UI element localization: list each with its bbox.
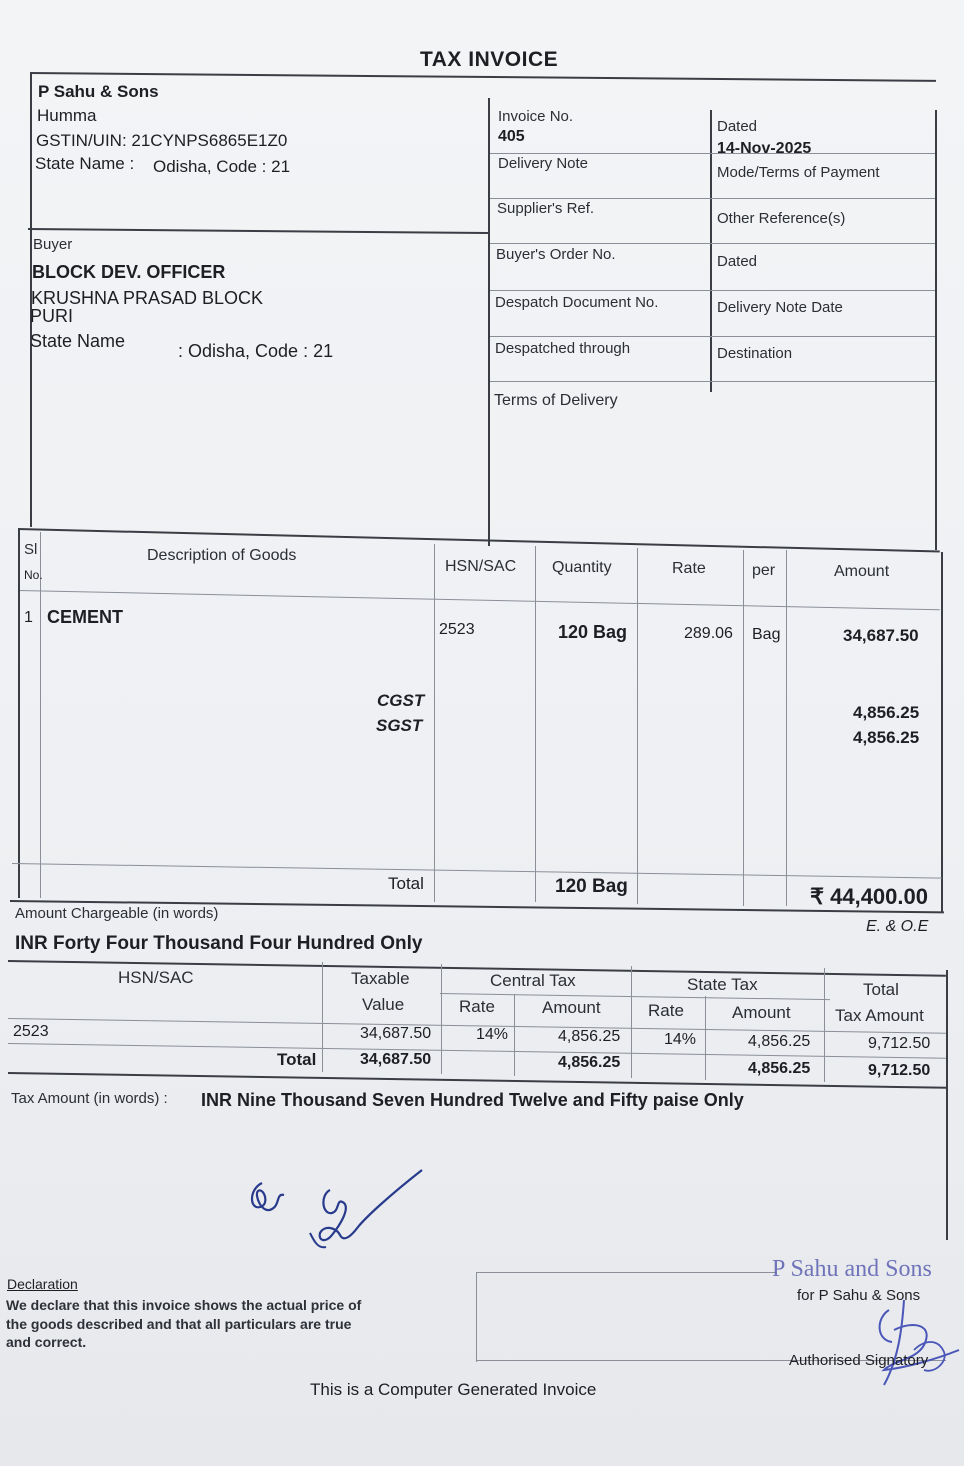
tax-row-s-rate: 14%	[664, 1031, 697, 1048]
col-amount: Amount	[834, 563, 890, 580]
buyer-state-label: State Name	[30, 331, 126, 351]
sgst-amount: 4,856.25	[853, 728, 920, 747]
cgst-label: CGST	[377, 691, 425, 710]
col-description: Description of Goods	[147, 547, 297, 564]
buyers-order-label: Buyer's Order No.	[496, 246, 616, 263]
other-ref-label: Other Reference(s)	[717, 210, 846, 227]
tax-h-total2: Tax Amount	[835, 1006, 924, 1025]
tax-total-label: Total	[277, 1050, 317, 1069]
cgst-amount: 4,856.25	[853, 703, 920, 722]
seller-state-label: State Name :	[35, 154, 135, 173]
destination-label: Destination	[717, 345, 793, 362]
tax-h-total1: Total	[863, 980, 899, 999]
item-rate: 289.06	[684, 625, 733, 642]
col-hsn: HSN/SAC	[445, 558, 517, 575]
col-per: per	[752, 562, 776, 579]
amount-words: INR Forty Four Thousand Four Hundred Only	[15, 933, 423, 954]
seller-state-value: Odisha, Code : 21	[153, 157, 291, 176]
delivery-note-label: Delivery Note	[498, 155, 589, 172]
tax-h-central: Central Tax	[490, 971, 576, 990]
seller-address: Humma	[37, 106, 97, 125]
item-sl: 1	[24, 609, 33, 626]
tax-words-label: Tax Amount (in words) :	[11, 1090, 168, 1107]
invoice-no-label: Invoice No.	[498, 108, 574, 125]
tax-h-state: State Tax	[687, 975, 758, 994]
tax-row-total: 9,712.50	[868, 1035, 931, 1052]
tax-total-c-amt: 4,856.25	[558, 1054, 621, 1071]
seller-name: P Sahu & Sons	[38, 82, 159, 101]
invoice-title: TAX INVOICE	[420, 48, 559, 71]
col-no: No.	[24, 568, 43, 582]
col-rate: Rate	[672, 560, 706, 577]
tax-words: INR Nine Thousand Seven Hundred Twelve and Fifty paise Only	[201, 1090, 744, 1110]
declaration-label: Declaration	[7, 1276, 78, 1292]
item-description: CEMENT	[47, 607, 123, 627]
footer-note: This is a Computer Generated Invoice	[310, 1380, 597, 1399]
handwritten-signature	[240, 1165, 440, 1275]
seller-stamp-text: P Sahu and Sons	[772, 1256, 932, 1282]
item-per: Bag	[752, 626, 781, 643]
for-text: for P Sahu & Sons	[797, 1287, 921, 1304]
tax-row-taxable: 34,687.50	[360, 1025, 432, 1042]
terms-delivery-label: Terms of Delivery	[494, 392, 618, 409]
invoice-no: 405	[498, 128, 525, 145]
declaration-line1: We declare that this invoice shows the actual price of	[6, 1297, 362, 1313]
despatch-doc-label: Despatch Document No.	[495, 294, 659, 311]
tax-total-total: 9,712.50	[868, 1062, 931, 1079]
tax-h-rate2: Rate	[648, 1001, 684, 1020]
dated-label: Dated	[717, 118, 758, 135]
suppliers-ref-label: Supplier's Ref.	[497, 200, 595, 217]
stamp-signature	[854, 1290, 964, 1390]
authorised-signatory: Authorised Signatory	[789, 1352, 929, 1369]
amount-words-label: Amount Chargeable (in words)	[15, 905, 219, 922]
mode-terms-label: Mode/Terms of Payment	[717, 164, 880, 181]
tax-row-c-amt: 4,856.25	[558, 1028, 621, 1045]
tax-h-amount: Amount	[542, 998, 601, 1017]
tax-total-taxable: 34,687.50	[360, 1051, 432, 1068]
buyer-line1: KRUSHNA PRASAD BLOCK	[31, 288, 264, 308]
delivery-note-date-label: Delivery Note Date	[717, 299, 843, 316]
tax-h-amount2: Amount	[732, 1003, 791, 1022]
total-quantity: 120 Bag	[555, 876, 628, 897]
eoe: E. & O.E	[866, 918, 929, 935]
sgst-label: SGST	[376, 716, 423, 735]
buyer-name: BLOCK DEV. OFFICER	[32, 262, 226, 282]
despatched-through-label: Despatched through	[495, 340, 631, 357]
seller-gstin: GSTIN/UIN: 21CYNPS6865E1Z0	[36, 131, 288, 150]
tax-h-taxable2: Value	[362, 995, 405, 1014]
item-quantity: 120 Bag	[558, 622, 628, 642]
item-hsn: 2523	[439, 621, 475, 638]
item-amount: 34,687.50	[843, 626, 919, 645]
tax-h-hsn: HSN/SAC	[118, 968, 194, 987]
total-label: Total	[388, 874, 424, 893]
declaration-line3: and correct.	[6, 1334, 87, 1350]
tax-total-s-amt: 4,856.25	[748, 1060, 811, 1077]
tax-row-hsn: 2523	[13, 1023, 49, 1040]
total-amount: ₹ 44,400.00	[810, 884, 928, 909]
col-sl: Sl	[24, 541, 38, 558]
tax-h-rate: Rate	[459, 997, 495, 1016]
buyer-line2: PURI	[30, 306, 74, 326]
dated-value: 14-Nov-2025	[717, 140, 812, 157]
tax-row-s-amt: 4,856.25	[748, 1033, 811, 1050]
tax-h-taxable1: Taxable	[351, 969, 410, 988]
buyer-label: Buyer	[33, 236, 73, 253]
buyer-state-value: : Odisha, Code : 21	[178, 341, 334, 361]
dated2-label: Dated	[717, 253, 758, 270]
col-quantity: Quantity	[552, 559, 612, 576]
declaration-line2: the goods described and that all particulars are true	[6, 1316, 352, 1332]
tax-row-c-rate: 14%	[476, 1026, 509, 1043]
